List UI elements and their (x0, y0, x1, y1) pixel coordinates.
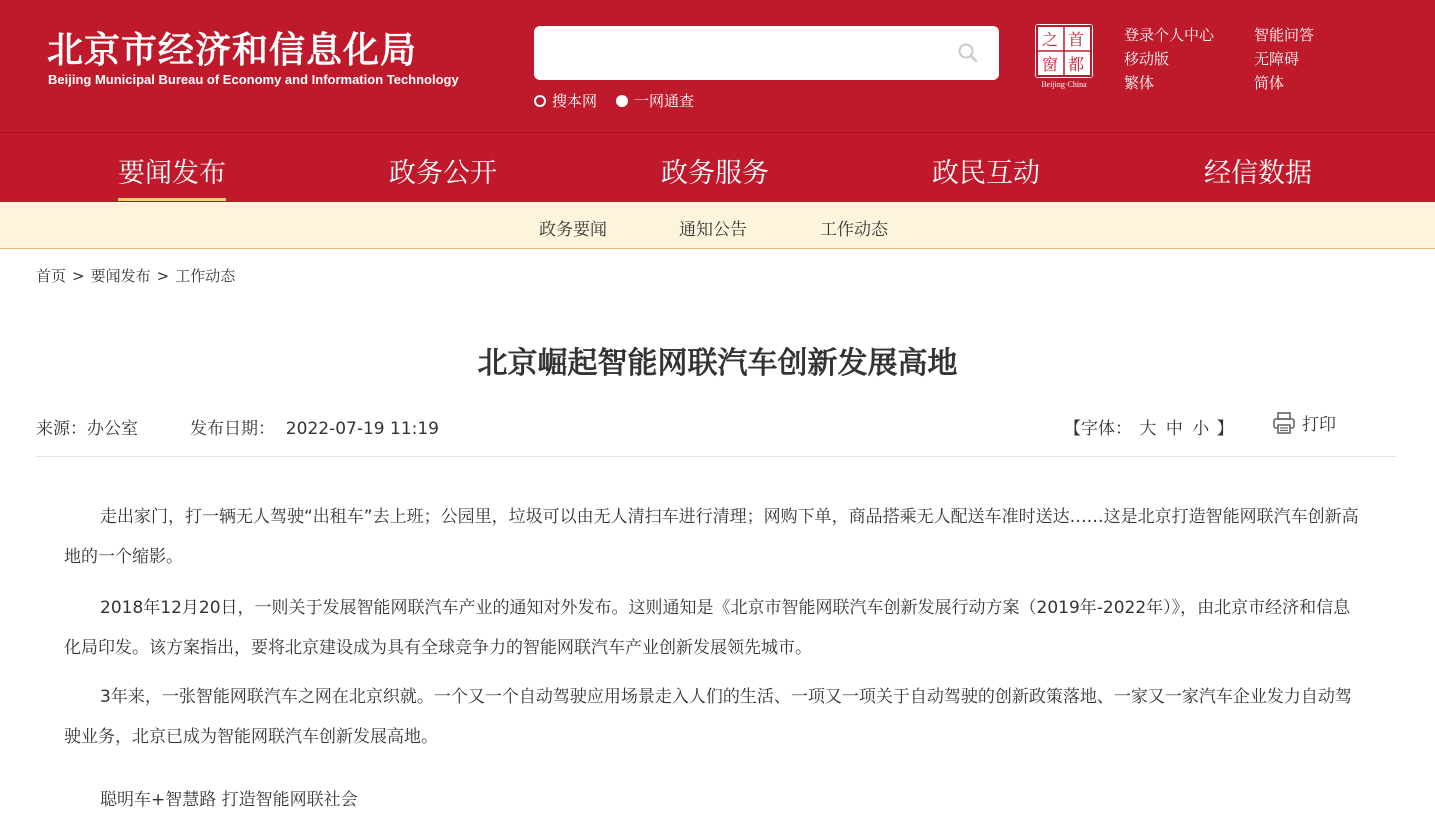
site-logo-subtitle: Beijing Municipal Bureau of Economy and Information Technology (48, 72, 459, 87)
search-input[interactable] (546, 36, 950, 72)
breadcrumb-work-updates[interactable]: 工作动态 (175, 267, 236, 285)
article-date: 发布日期： 2022-07-19 11:19 (190, 419, 439, 439)
breadcrumb (36, 265, 235, 286)
article-subheading: 聪明车+智慧路 打造智能网联社会 (100, 790, 358, 810)
article-title: 北京崛起智能网联汽车创新发展高地 (477, 346, 958, 381)
meta-divider (36, 456, 1396, 457)
link-mobile[interactable]: 移动版 (1124, 50, 1170, 68)
search-option-label: 一网通查 (634, 92, 695, 110)
font-size-label: 【字体： (1064, 419, 1132, 439)
radio-icon (616, 95, 628, 107)
print-label: 打印 (1302, 415, 1336, 435)
link-traditional[interactable]: 繁体 (1124, 74, 1155, 92)
breadcrumb-home[interactable]: 首页 (36, 267, 67, 285)
nav-item-news[interactable]: 要闻发布 (118, 158, 226, 189)
seal-char: 窗 (1041, 55, 1059, 74)
nav-active-indicator (118, 198, 226, 201)
search-option-label: 搜本网 (552, 92, 598, 110)
nav-item-services[interactable]: 政务服务 (661, 158, 769, 189)
subnav-item-news[interactable]: 政务要闻 (539, 220, 607, 240)
search-icon[interactable] (957, 42, 979, 64)
font-size-small[interactable]: 小 (1192, 419, 1210, 439)
article-paragraph: 3年来，一张智能网联汽车之网在北京织就。一个又一个自动驾驶应用场景走入人们的生活、一项又一项关于自动驾驶的创新政策落地、一家又一家汽车企业发力自动驾驶业务，北京已成为智能网联汽车创新发展高地。 (64, 687, 1352, 747)
nav-item-interaction[interactable]: 政民互动 (932, 158, 1040, 189)
seal-char: 都 (1067, 55, 1085, 74)
subnav-item-work-updates[interactable]: 工作动态 (820, 220, 888, 240)
breadcrumb-separator: > (156, 267, 170, 285)
seal-subtitle: Beijing·China (1041, 80, 1087, 89)
font-size-medium[interactable]: 中 (1165, 419, 1183, 439)
radio-icon (534, 95, 546, 107)
link-login[interactable]: 登录个人中心 (1124, 26, 1215, 44)
search-option-site[interactable] (534, 90, 597, 111)
article-source: 来源：办公室 (36, 419, 138, 439)
seal-char: 首 (1067, 30, 1085, 49)
link-accessibility[interactable]: 无障碍 (1254, 50, 1300, 68)
nav-item-data[interactable]: 经信数据 (1204, 158, 1312, 189)
print-button[interactable] (1272, 410, 1336, 435)
breadcrumb-news[interactable]: 要闻发布 (90, 267, 151, 285)
font-size-label-close: 】 (1216, 419, 1234, 439)
main-nav (0, 132, 1435, 203)
seal-char: 之 (1041, 30, 1059, 49)
article-paragraph: 2018年12月20日，一则关于发展智能网联汽车产业的通知对外发布。这则通知是《北京市智能网联汽车创新发展行动方案（2019年-2022年）》，由北京市经济和信息化局印发。该方案指出，要将北京建设成为具有全球竞争力的智能网联汽车产业创新发展领先城市。 (64, 598, 1351, 658)
nav-item-affairs-open[interactable]: 政务公开 (389, 158, 497, 189)
site-header (0, 0, 1435, 132)
link-smart-qa[interactable]: 智能问答 (1254, 26, 1315, 44)
site-logo-title[interactable]: 北京市经济和信息化局 (47, 30, 418, 71)
link-simplified[interactable]: 简体 (1254, 74, 1285, 92)
font-size-large[interactable]: 大 (1139, 419, 1157, 439)
subnav-item-notices[interactable]: 通知公告 (679, 220, 747, 240)
search-box (534, 26, 999, 80)
search-option-all[interactable] (616, 90, 694, 111)
article-paragraph: 走出家门，打一辆无人驾驶“出租车”去上班；公园里，垃圾可以由无人清扫车进行清理；网购下单，商品搭乘无人配送车准时送达……这是北京打造智能网联汽车创新高地的一个缩影。 (64, 507, 1359, 567)
capital-window-seal[interactable] (1035, 24, 1093, 78)
sub-nav (0, 202, 1435, 249)
breadcrumb-separator: > (72, 267, 85, 285)
font-size-control (1064, 414, 1234, 439)
print-icon (1272, 411, 1296, 435)
